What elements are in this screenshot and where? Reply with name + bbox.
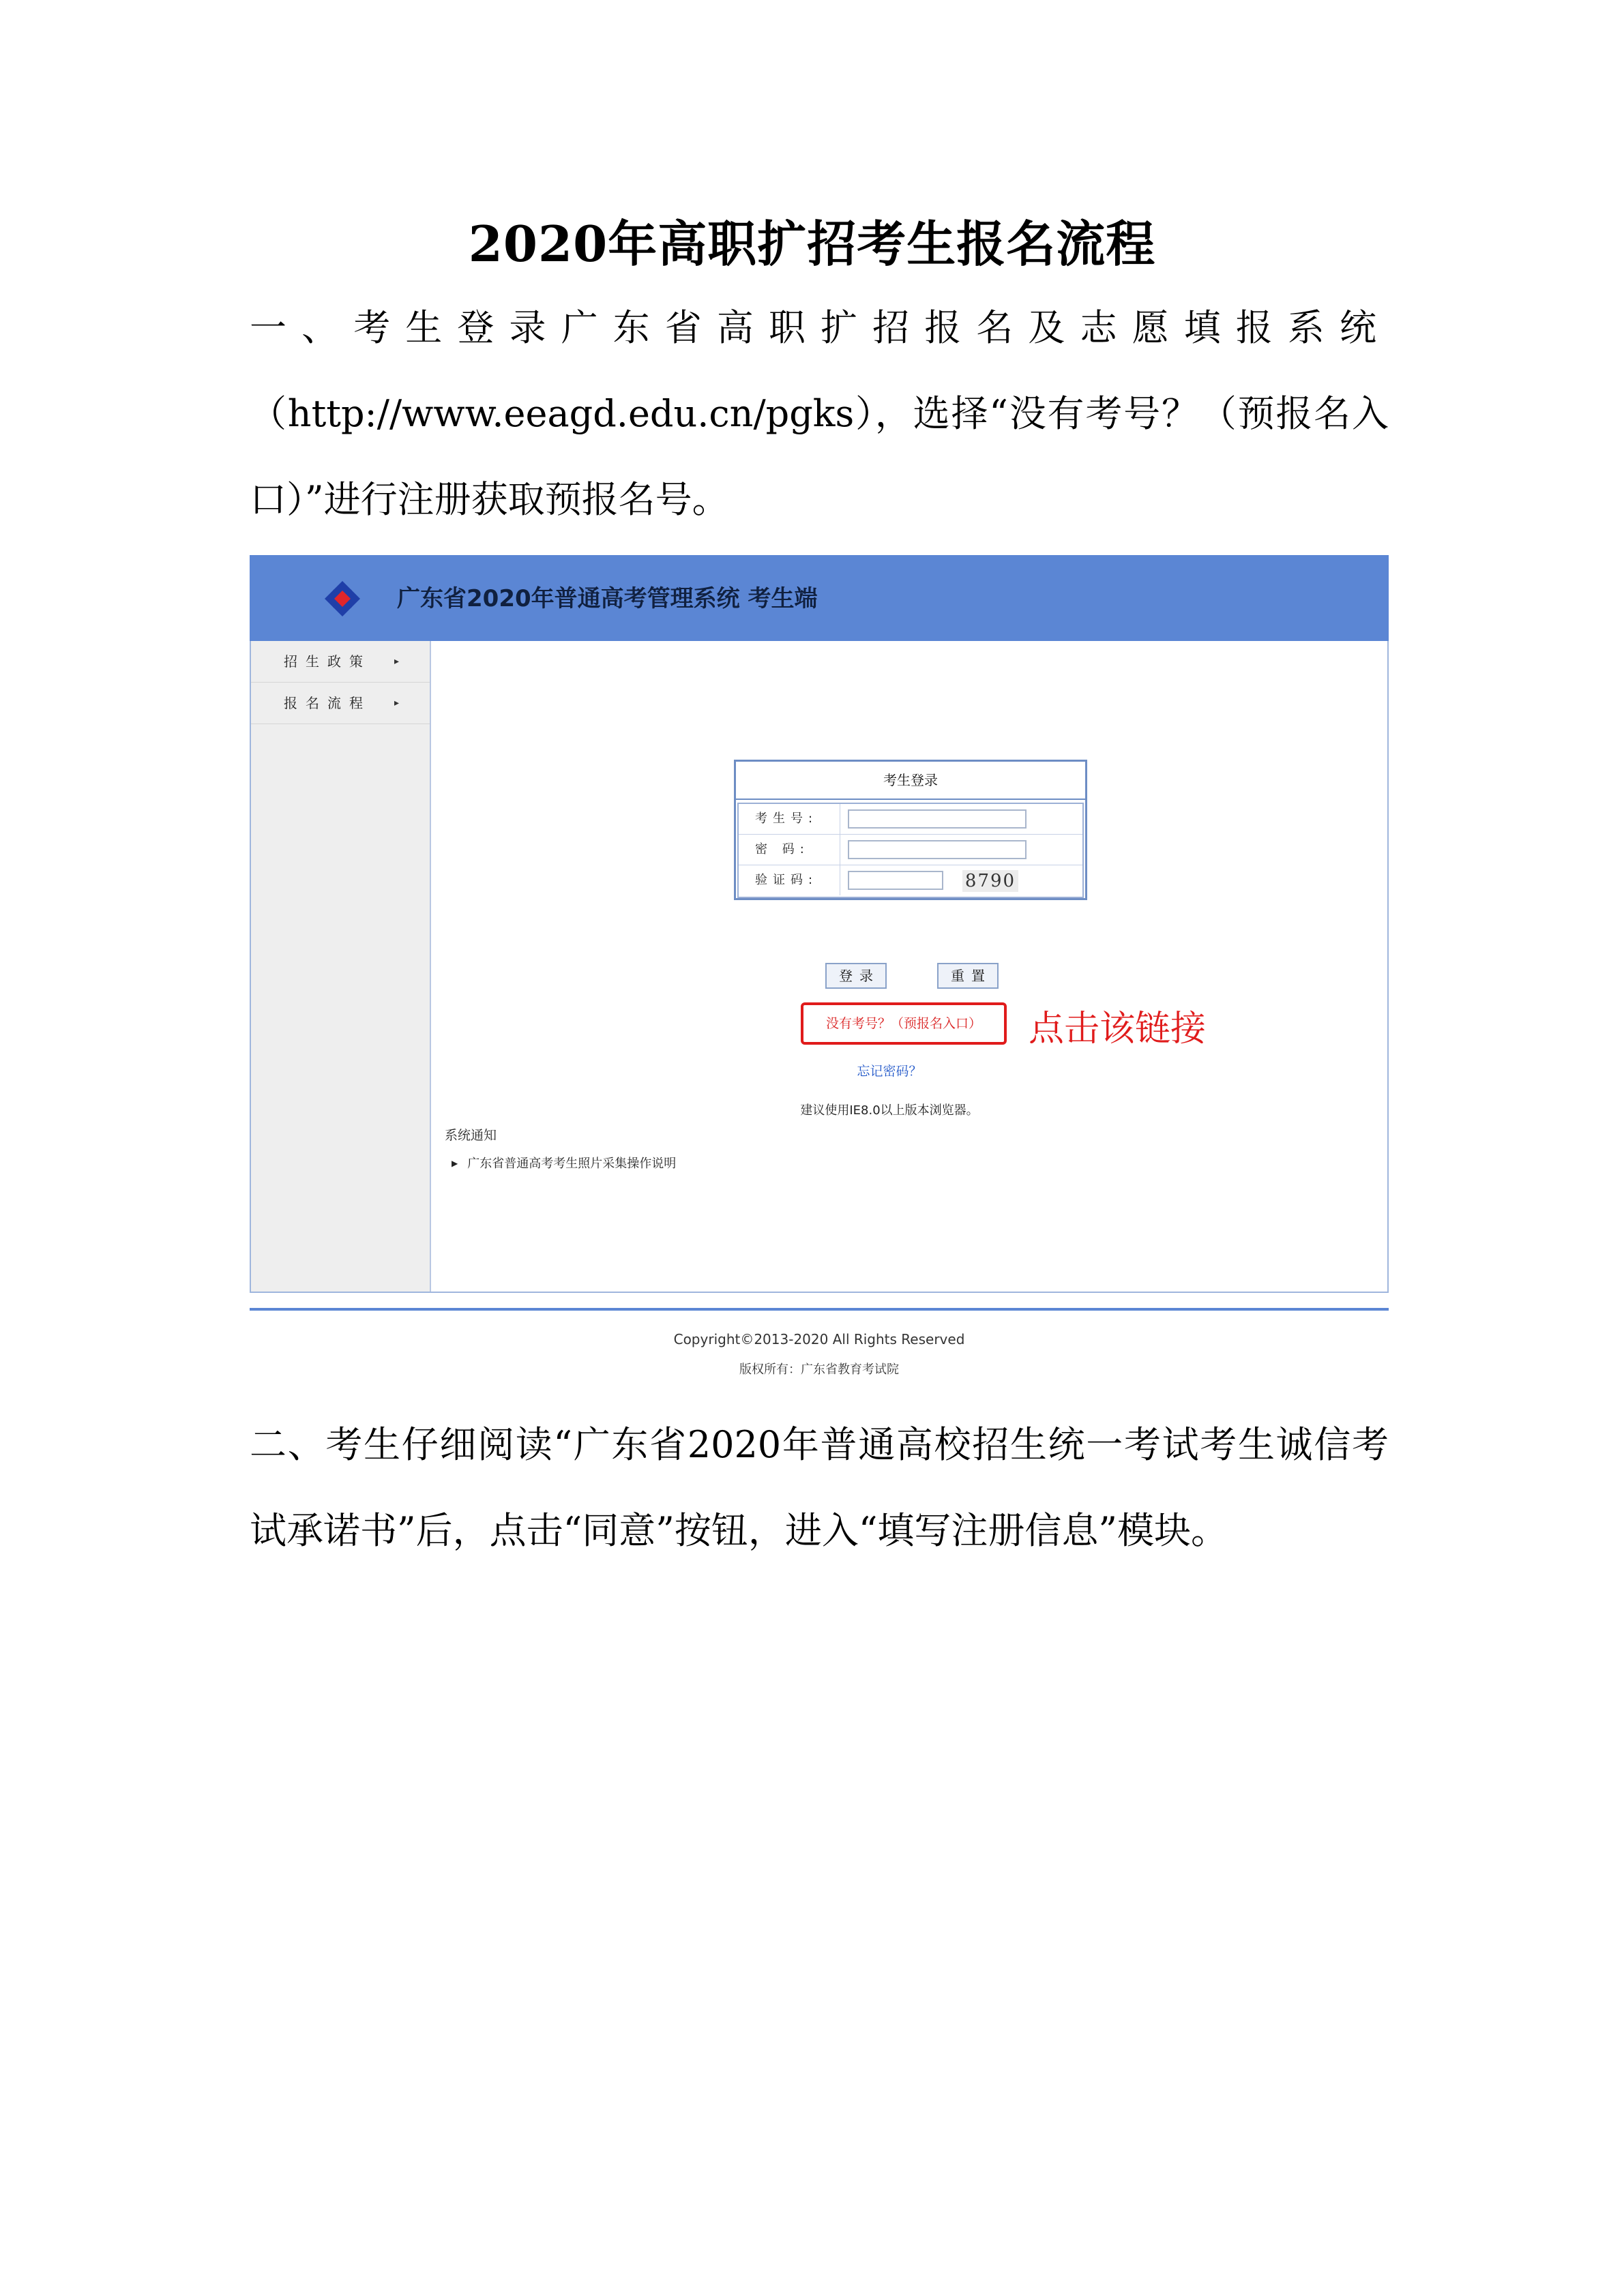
system-title: 广东省2020年普通高考管理系统 考生端 [397,585,818,612]
document-title: 2020年高职扩招考生报名流程 [468,215,1156,273]
password-row [739,835,1082,865]
candidate-number-input[interactable] [848,809,1027,829]
captcha-image[interactable]: 8790 [962,870,1018,892]
login-page-screenshot [250,555,1389,1377]
sidebar-item-label: 报名流程 [284,695,371,711]
captcha-label: 验证码: [739,865,840,895]
chevron-right-icon: ▸ [394,656,400,667]
step-1-heading-line: 一、考生登录广东省高职扩招报名及志愿填报系统 [250,306,1389,349]
notice-item[interactable] [452,1154,676,1172]
captcha-input[interactable] [848,871,943,890]
system-logo-icon [314,578,371,619]
notice-title: 系统通知 [445,1128,497,1143]
sidebar-item-policy[interactable] [251,641,430,683]
reset-button[interactable]: 重置 [937,963,999,989]
notice-item-label: 广东省普通高考考生照片采集操作说明 [467,1157,677,1171]
login-form [737,803,1084,898]
system-banner [250,555,1389,641]
step-1-text: （http://www.eeagd.edu.cn/pgks），选择“没有考号？（预报名入口）”进行注册获取预报名号。 [250,392,1389,521]
callout-annotation: 点击该链接 [1029,1009,1207,1049]
login-title: 考生登录 [736,762,1085,800]
browser-tip: 建议使用IE8.0以上版本浏览器。 [800,1103,979,1118]
candidate-number-row [739,804,1082,835]
footer-divider [250,1308,1389,1311]
triangle-right-icon: ▶ [452,1159,458,1168]
footer-copyright: Copyright©2013-2020 All Rights Reserved [673,1331,965,1347]
login-button[interactable]: 登录 [825,963,887,989]
pre-registration-link[interactable]: 没有考号？（预报名入口） [801,1002,1007,1045]
sidebar-item-process[interactable] [251,683,430,724]
chevron-right-icon: ▸ [394,698,400,709]
step-1-paragraph [250,285,1389,543]
login-box [734,760,1087,900]
sidebar-item-label: 招生政策 [284,653,371,670]
password-input[interactable] [848,840,1027,859]
step-2-paragraph: 二、考生仔细阅读“广东省2020年普通高校招生统一考试考生诚信考试承诺书”后，点击“同意”按钮，进入“填写注册信息”模块。 [250,1423,1389,1552]
footer-owner: 版权所有：广东省教育考试院 [739,1362,899,1377]
forgot-password-link[interactable]: 忘记密码？ [857,1064,922,1079]
candidate-number-label: 考生号: [739,804,840,834]
captcha-row [739,865,1082,895]
password-label: 密 码: [739,835,840,865]
sidebar [251,641,431,1292]
